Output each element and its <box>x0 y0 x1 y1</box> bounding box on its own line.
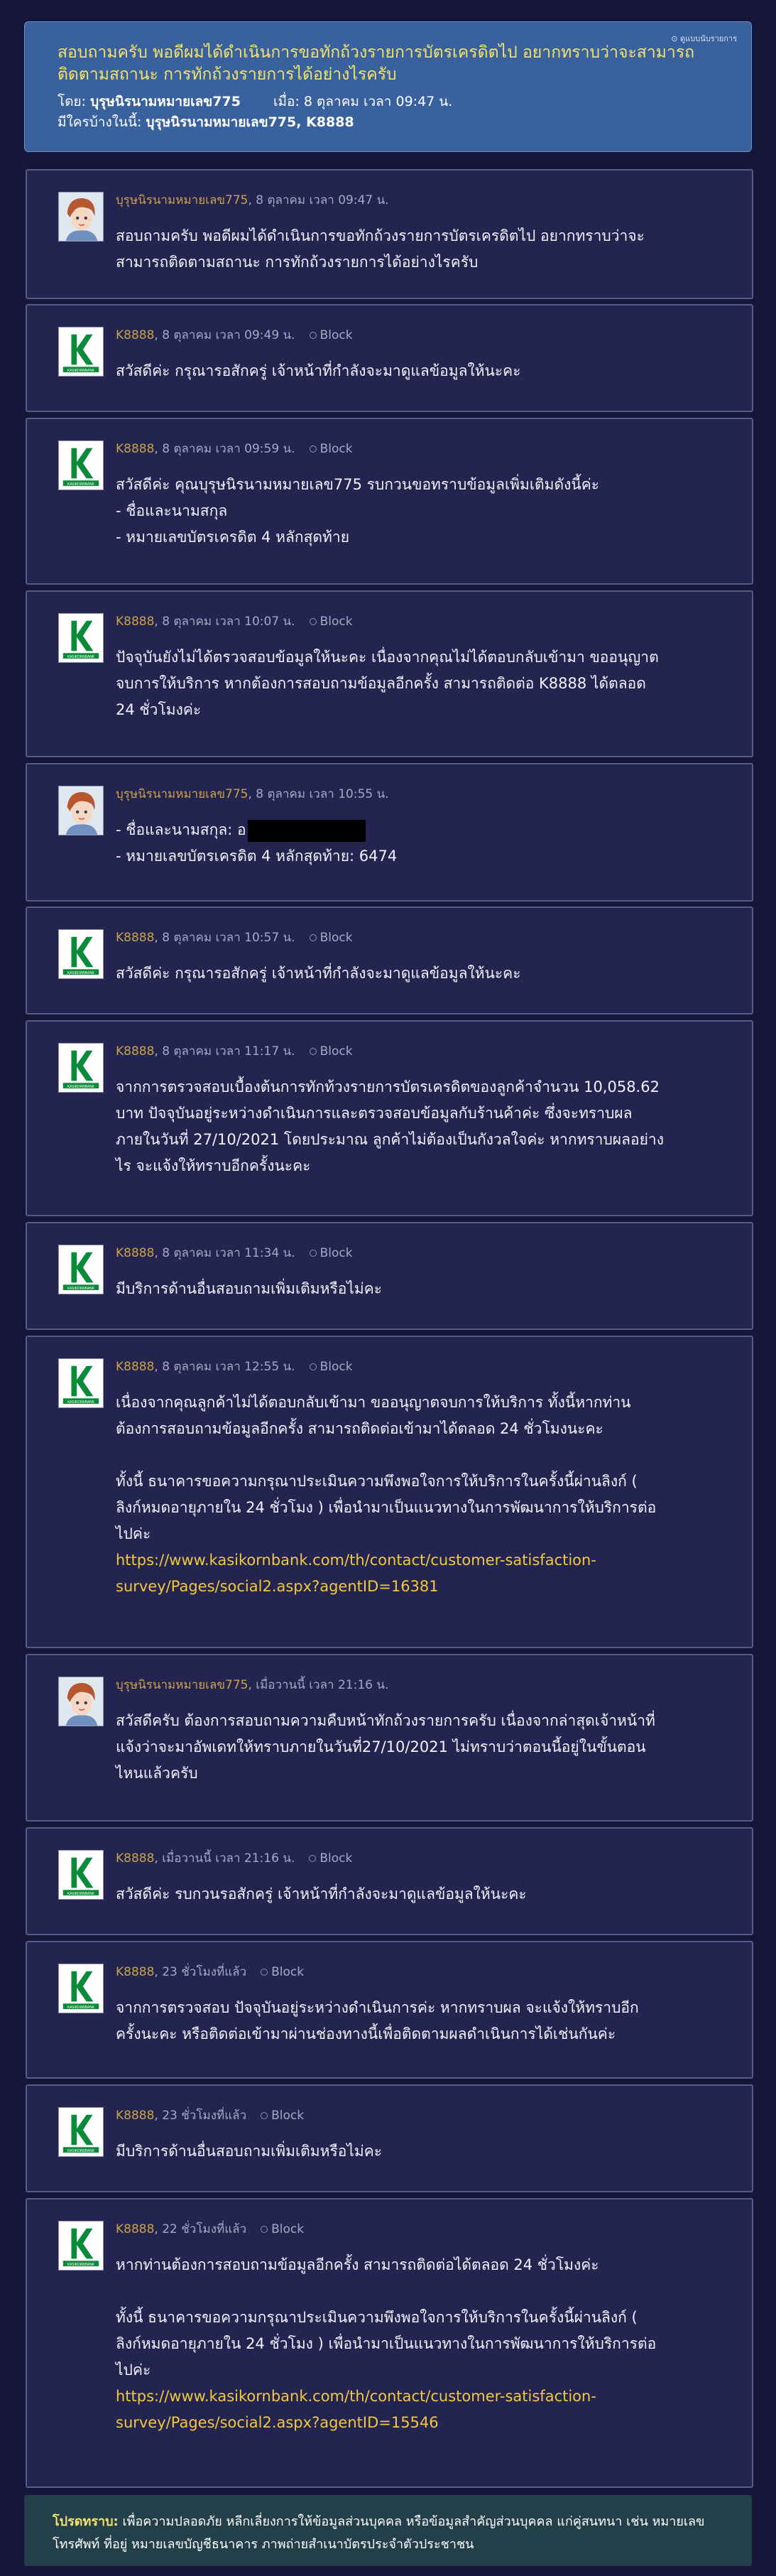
comment-post <box>26 1827 753 1935</box>
post-time: 8 ตุลาคม เวลา 09:59 น. <box>162 442 295 456</box>
post-time: 8 ตุลาคม เวลา 12:55 น. <box>162 1360 295 1374</box>
svg-text:KASIKORNBANK: KASIKORNBANK <box>67 369 94 374</box>
post-time: 8 ตุลาคม เวลา 10:55 น. <box>256 787 389 801</box>
block-button[interactable] <box>310 1246 353 1260</box>
block-button[interactable] <box>310 615 353 629</box>
post-body <box>116 223 731 276</box>
post-meta <box>116 2219 304 2239</box>
comment-post <box>26 2198 753 2488</box>
when-label: เมื่อ: <box>273 94 300 109</box>
svg-text:KASIKORNBANK: KASIKORNBANK <box>67 2263 94 2268</box>
kbank-logo-icon[interactable] <box>58 327 104 377</box>
post-body <box>116 644 731 723</box>
post-author[interactable]: K8888 <box>116 2109 155 2123</box>
svg-text:KASIKORNBANK: KASIKORNBANK <box>67 972 94 976</box>
svg-text:KASIKORNBANK: KASIKORNBANK <box>67 1893 94 1897</box>
kbank-logo-icon[interactable] <box>58 1043 104 1093</box>
post-time-sep: , <box>154 1965 163 1979</box>
post-time: 23 ชั่วโมงที่แล้ว <box>162 1965 247 1979</box>
post-time: 8 ตุลาคม เวลา 09:47 น. <box>256 193 389 207</box>
post-time: 8 ตุลาคม เวลา 10:57 น. <box>162 931 295 945</box>
post-time-sep: , <box>154 442 163 456</box>
post-meta <box>116 1675 388 1694</box>
post-body <box>116 2252 731 2436</box>
kbank-logo-icon[interactable] <box>58 1358 104 1408</box>
post-time-sep: , <box>154 615 163 629</box>
block-button[interactable] <box>261 1965 304 1979</box>
kbank-logo-icon[interactable] <box>58 440 104 490</box>
block-button[interactable] <box>261 2109 304 2123</box>
post-meta <box>116 928 353 947</box>
view-count-badge[interactable]: ⊙ ดูแบบนับรายการ <box>671 34 737 43</box>
comment-post <box>26 418 753 585</box>
post-author[interactable]: K8888 <box>116 2222 155 2236</box>
post-text: มีบริการด้านอื่นสอบถามเพิ่มเติมหรือไม่คะ <box>116 1280 383 1297</box>
post-time: 8 ตุลาคม เวลา 11:34 น. <box>162 1246 295 1260</box>
block-button[interactable] <box>310 1044 353 1059</box>
kbank-logo-icon[interactable] <box>58 2221 104 2271</box>
redacted-block <box>248 820 366 842</box>
post-meta <box>116 1357 353 1376</box>
post-meta <box>116 190 389 210</box>
post-body <box>116 1276 731 1302</box>
thread-meta <box>58 92 731 112</box>
block-icon <box>310 1048 317 1055</box>
post-author[interactable]: บุรุษนิรนามหมายเลข775 <box>116 1678 248 1692</box>
post-time: 8 ตุลาคม เวลา 10:07 น. <box>162 615 295 629</box>
block-label: Block <box>271 2222 305 2236</box>
post-text: สวัสดีค่ะ กรุณารอสักครู่ เจ้าหน้าที่กำลังจะมาดูแลข้อมูลให้นะคะ <box>116 965 521 982</box>
block-button[interactable] <box>310 1360 353 1374</box>
kbank-logo-icon[interactable] <box>58 1850 104 1900</box>
post-text: มีบริการด้านอื่นสอบถามเพิ่มเติมหรือไม่คะ <box>116 2143 383 2160</box>
kbank-logo-icon[interactable] <box>58 613 104 663</box>
post-time: 23 ชั่วโมงที่แล้ว <box>162 2109 247 2123</box>
post-text: - ชื่อและนามสกุล: อ <box>116 821 246 838</box>
block-icon <box>261 1969 268 1976</box>
post-body <box>116 358 731 384</box>
post-time-sep: , <box>154 1851 163 1866</box>
block-label: Block <box>271 2109 305 2123</box>
kbank-logo-icon[interactable] <box>58 1245 104 1294</box>
post-time-sep: , <box>154 1044 163 1059</box>
comment-post <box>26 590 753 757</box>
post-text: สวัสดีค่ะ กรุณารอสักครู่ เจ้าหน้าที่กำลังจะมาดูแลข้อมูลให้นะคะ <box>116 362 521 379</box>
block-label: Block <box>319 615 353 629</box>
post-time: 8 ตุลาคม เวลา 11:17 น. <box>162 1044 295 1059</box>
post-author[interactable]: บุรุษนิรนามหมายเลข775 <box>116 787 248 801</box>
block-icon <box>310 332 317 339</box>
post-author[interactable]: K8888 <box>116 1965 155 1979</box>
comment-post <box>26 2084 753 2192</box>
post-text: จากการตรวจสอบ ปัจจุบันอยู่ระหว่างดำเนินการค่ะ หากทราบผล จะแจ้งให้ทราบอีก ครั้งนะคะ หรือติดต่อเข้ามาผ่านช่องทางนี้เพื่อติดตามผลดำเนินการได้เช่นกันค่ะ <box>116 1999 639 2042</box>
by-label: โดย: <box>58 94 87 109</box>
post-time-sep: , <box>248 1678 256 1692</box>
comment-post <box>26 1654 753 1822</box>
notice-label: โปรดทราบ: <box>53 2514 119 2529</box>
block-icon <box>310 445 317 453</box>
post-text: เนื่องจากคุณลูกค้าไม่ได้ตอบกลับเข้ามา ขออนุญาตจบการให้บริการ ทั้งนี้หากท่าน ต้องการสอบถามข้อมูลอีกครั้ง สามารถติดต่อเข้ามาได้ตลอด 24 ชั่วโมงนะคะ ทั้งนี้ ธนาคารขอความกรุณาประเมินความพึงพอใจการให้บริการในครั้งนี้ผ่านลิงก์ ( ลิงก์หมดอายุภายใน 24 ชั่วโมง ) เพื่อนำมาเป็นแนวทางในการพัฒนาการให้บริการต่อ ไปค่ะ <box>116 1394 657 1542</box>
block-icon <box>309 1855 316 1862</box>
post-body <box>116 1074 731 1179</box>
block-button[interactable] <box>309 1851 352 1866</box>
post-meta <box>116 2106 304 2125</box>
post-time: เมื่อวานนี้ เวลา 21:16 น. <box>256 1678 389 1692</box>
post-body <box>116 960 731 987</box>
post-time-sep: , <box>248 787 256 801</box>
svg-text:KASIKORNBANK: KASIKORNBANK <box>67 2006 94 2011</box>
thread-title: สอบถามครับ พอดีผมได้ดำเนินการขอทักถ้วงรายการบัตรเครดิตไป อยากทราบว่าจะสามารถติดตามสถานะ การทักถ้วงรายการได้อย่างไรครับ <box>58 43 695 84</box>
post-time-sep: , <box>154 2109 163 2123</box>
block-icon <box>310 1363 317 1370</box>
block-label: Block <box>319 1851 353 1866</box>
block-icon <box>310 934 317 941</box>
post-text: ปัจจุบันยังไม่ได้ตรวจสอบข้อมูลให้นะคะ เนื่องจากคุณไม่ได้ตอบกลับเข้ามา ขออนุญาต จบการให้บริการ หากต้องการสอบถามข้อมูลอีกครั้ง สามารถติดต่อ K8888 ได้ตลอด 24 ชั่วโมงค่ะ <box>116 649 659 718</box>
post-meta <box>116 325 353 345</box>
post-time-sep: , <box>154 328 163 342</box>
post-author[interactable]: K8888 <box>116 615 155 629</box>
post-time: 8 ตุลาคม เวลา 09:49 น. <box>162 328 295 342</box>
participants-list: บุรุษนิรนามหมายเลข775, K8888 <box>146 114 354 130</box>
post-time-sep: , <box>154 1246 163 1260</box>
participants-label: มีใครบ้างในนี้: <box>58 114 142 130</box>
comment-post <box>26 763 753 902</box>
comment-post <box>26 1020 753 1216</box>
kbank-logo-icon[interactable] <box>58 1964 104 2013</box>
post-body <box>116 2138 731 2165</box>
user-avatar-icon[interactable] <box>58 1677 104 1726</box>
user-avatar-icon[interactable] <box>58 786 104 835</box>
safety-notice <box>24 2495 752 2566</box>
comment-post <box>26 907 753 1014</box>
svg-text:KASIKORNBANK: KASIKORNBANK <box>67 1287 94 1292</box>
svg-text:KASIKORNBANK: KASIKORNBANK <box>67 483 94 487</box>
block-button[interactable] <box>310 931 353 945</box>
post-author[interactable]: K8888 <box>116 931 155 945</box>
post-body <box>116 472 731 551</box>
post-time-sep: , <box>154 2222 163 2236</box>
post-author[interactable]: K8888 <box>116 1360 155 1374</box>
svg-text:KASIKORNBANK: KASIKORNBANK <box>67 1401 94 1405</box>
post-text: สวัสดีค่ะ รบกวนรอสักครู่ เจ้าหน้าที่กำลังจะมาดูแลข้อมูลให้นะคะ <box>116 1885 527 1903</box>
block-button[interactable] <box>310 442 353 456</box>
block-icon <box>261 2226 268 2233</box>
comment-post <box>26 1336 753 1648</box>
block-icon <box>310 1250 317 1257</box>
comment-post <box>26 304 753 412</box>
survey-link[interactable]: https://www.kasikornbank.com/th/contact/customer-satisfaction- survey/Pages/social2.aspx?agentID=15546 <box>116 2388 596 2431</box>
post-text: จากการตรวจสอบเบื้องต้นการทักท้วงรายการบัตรเครดิตของลูกค้าจำนวน 10,058.62 บาท ปัจจุบันอยู่ระหว่างดำเนินการและตรวจสอบข้อมูลกับร้านค้าค่ะ ซึ่งจะทราบผล ภายในวันที่ 27/10/2021 โดยประมาณ ลูกค้าไม่ต้องเป็นกังวลใจค่ะ หากทราบผลอย่าง ไร จะแจ้งให้ทราบอีกครั้งนะคะ <box>116 1078 664 1174</box>
kbank-logo-icon[interactable] <box>58 2107 104 2157</box>
thread-time: 8 ตุลาคม เวลา 09:47 น. <box>303 94 453 109</box>
post-text: สวัสดีค่ะ คุณบุรุษนิรนามหมายเลข775 รบกวนขอทราบข้อมูลเพิ่มเติมดังนี้ค่ะ - ชื่อและนามสกุล - หมายเลขบัตรเครดิต 4 หลักสุดท้าย <box>116 476 600 546</box>
participants <box>58 112 731 133</box>
post-body <box>116 1390 731 1600</box>
block-button[interactable] <box>261 2222 304 2236</box>
post-body <box>116 817 731 870</box>
post-meta <box>116 784 389 803</box>
comment-post <box>26 1941 753 2079</box>
block-label: Block <box>319 442 353 456</box>
post-meta <box>116 1849 352 1868</box>
post-author[interactable]: K8888 <box>116 328 155 342</box>
post-author[interactable]: K8888 <box>116 1246 155 1260</box>
block-label: Block <box>271 1965 305 1979</box>
post-body <box>116 1995 731 2047</box>
block-label: Block <box>319 1044 353 1059</box>
block-label: Block <box>319 931 353 945</box>
post-time: 22 ชั่วโมงที่แล้ว <box>162 2222 247 2236</box>
post-meta <box>116 439 353 458</box>
post-time-sep: , <box>154 1360 163 1374</box>
comment-post <box>26 169 753 299</box>
thread-author[interactable]: บุรุษนิรนามหมายเลข775 <box>90 94 241 109</box>
kbank-logo-icon[interactable] <box>58 929 104 979</box>
block-button[interactable] <box>310 328 353 342</box>
survey-link[interactable]: https://www.kasikornbank.com/th/contact/customer-satisfaction- survey/Pages/social2.aspx?agentID=16381 <box>116 1552 596 1595</box>
post-meta <box>116 1041 353 1061</box>
post-meta <box>116 612 353 631</box>
post-author[interactable]: K8888 <box>116 1044 155 1059</box>
post-text: หากท่านต้องการสอบถามข้อมูลอีกครั้ง สามารถติดต่อได้ตลอด 24 ชั่วโมงค่ะ ทั้งนี้ ธนาคารขอความกรุณาประเมินความพึงพอใจการให้บริการในครั้งนี้ผ่านลิงก์ ( ลิงก์หมดอายุภายใน 24 ชั่วโมง ) เพื่อนำมาเป็นแนวทางในการพัฒนาการให้บริการต่อ ไปค่ะ <box>116 2256 657 2379</box>
block-label: Block <box>319 328 353 342</box>
post-body <box>116 1881 731 1907</box>
post-meta <box>116 1962 304 1981</box>
post-text: - หมายเลขบัตรเครดิต 4 หลักสุดท้าย: 6474 <box>116 848 398 865</box>
post-author[interactable]: บุรุษนิรนามหมายเลข775 <box>116 193 248 207</box>
notice-text: เพื่อความปลอดภัย หลีกเลี่ยงการให้ข้อมูลส่วนบุคคล หรือข้อมูลสำคัญส่วนบุคคล แก่คู่สนทนา เช่น หมายเลขโทรศัพท์ ที่อยู่ หมายเลขบัญชีธนาคาร ภาพถ่ายสำเนาบัตรประจำตัวประชาชน <box>53 2514 705 2552</box>
post-meta <box>116 1243 353 1262</box>
svg-text:KASIKORNBANK: KASIKORNBANK <box>67 2150 94 2154</box>
svg-text:KASIKORNBANK: KASIKORNBANK <box>67 656 94 660</box>
post-author[interactable]: K8888 <box>116 1851 155 1866</box>
post-time-sep: , <box>248 193 256 207</box>
post-time-sep: , <box>154 931 163 945</box>
block-icon <box>261 2112 268 2119</box>
post-text: สอบถามครับ พอดีผมได้ดำเนินการขอทักถ้วงรายการบัตรเครดิตไป อยากทราบว่าจะ สามารถติดตามสถานะ การทักถ้วงรายการได้อย่างไรครับ <box>116 227 645 271</box>
post-author[interactable]: K8888 <box>116 442 155 456</box>
block-label: Block <box>319 1246 353 1260</box>
post-text: สวัสดีครับ ต้องการสอบถามความคืบหน้าทักถ้วงรายการครับ เนื่องจากล่าสุดเจ้าหน้าที่ แจ้งว่าจะมาอัพเดทให้ทราบภายในวันที่27/10/2021 ไม่ทราบว่าตอนนี้อยู่ในขั้นตอน ไหนแล้วครับ <box>116 1712 655 1782</box>
block-icon <box>310 618 317 625</box>
comment-post <box>26 1222 753 1330</box>
post-body <box>116 1708 731 1787</box>
post-time: เมื่อวานนี้ เวลา 21:16 น. <box>162 1851 295 1866</box>
user-avatar-icon[interactable] <box>58 192 104 242</box>
thread-header <box>24 21 752 152</box>
top-bar <box>0 0 776 18</box>
block-label: Block <box>319 1360 353 1374</box>
svg-text:KASIKORNBANK: KASIKORNBANK <box>67 1086 94 1090</box>
